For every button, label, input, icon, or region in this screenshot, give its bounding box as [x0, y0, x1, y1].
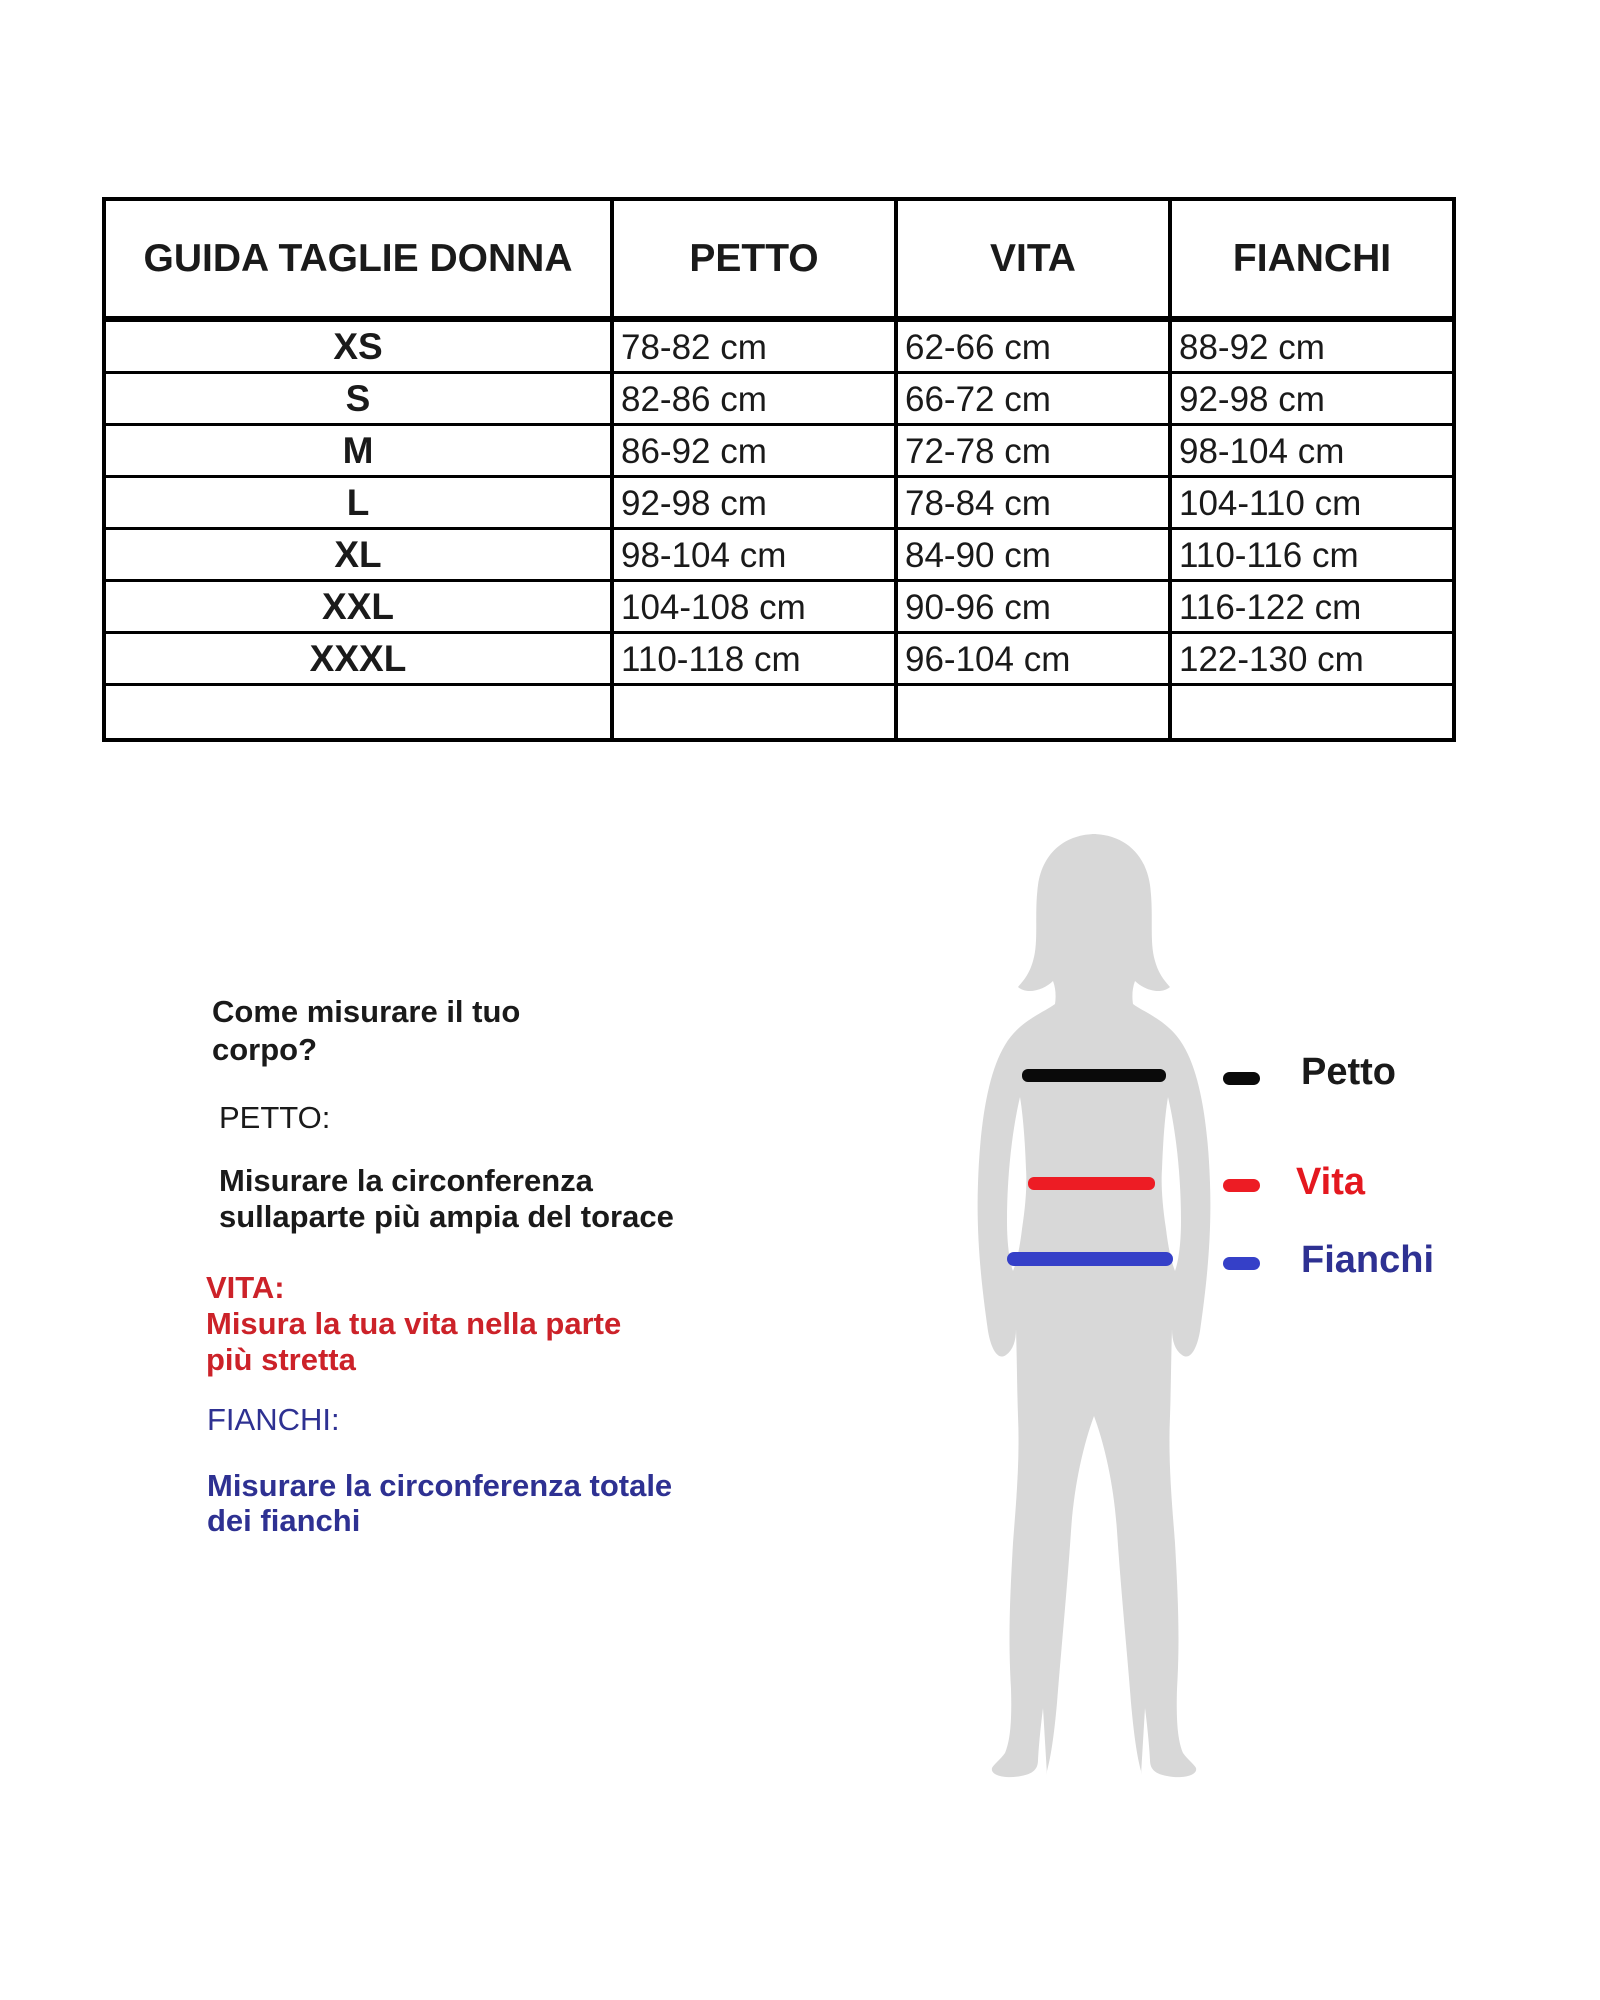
petto-instruction-text	[219, 1163, 674, 1235]
fianchi-legend-dash	[1223, 1257, 1260, 1270]
table-cell-petto: 98-104 cm	[614, 530, 898, 582]
table-cell-size	[106, 686, 614, 738]
table-cell-vita: 96-104 cm	[898, 634, 1172, 686]
table-cell-petto: 86-92 cm	[614, 426, 898, 478]
table-cell-vita: 66-72 cm	[898, 374, 1172, 426]
table-cell-fianchi	[1172, 686, 1452, 738]
table-cell-petto: 92-98 cm	[614, 478, 898, 530]
vita-instruction-line: più stretta	[206, 1342, 356, 1377]
table-cell-vita: 90-96 cm	[898, 582, 1172, 634]
table-cell-petto: 104-108 cm	[614, 582, 898, 634]
title-line: corpo?	[212, 1032, 318, 1067]
table-cell-fianchi: 92-98 cm	[1172, 374, 1452, 426]
vita-section	[206, 1270, 621, 1378]
table-cell-size: XXXL	[106, 634, 614, 686]
header-guida-taglie-donna: GUIDA TAGLIE DONNA	[106, 201, 614, 322]
chest-band-line	[1022, 1069, 1166, 1082]
fianchi-instruction-text	[207, 1468, 672, 1538]
waist-band-line	[1028, 1177, 1155, 1190]
petto-section-label: PETTO:	[219, 1100, 331, 1135]
hips-band-line	[1007, 1252, 1173, 1266]
petto-legend-label: Petto	[1301, 1051, 1396, 1093]
header-fianchi: FIANCHI	[1172, 201, 1452, 322]
table-cell-fianchi: 104-110 cm	[1172, 478, 1452, 530]
how-to-measure-title	[212, 993, 520, 1069]
table-cell-vita: 78-84 cm	[898, 478, 1172, 530]
petto-legend-dash	[1223, 1072, 1260, 1085]
female-body-silhouette	[955, 831, 1235, 1785]
petto-instruction-line: Misurare la circonferenza	[219, 1163, 593, 1198]
table-cell-fianchi: 98-104 cm	[1172, 426, 1452, 478]
fianchi-instruction-line: Misurare la circonferenza totale	[207, 1468, 673, 1503]
header-vita: VITA	[898, 201, 1172, 322]
table-cell-petto	[614, 686, 898, 738]
table-cell-fianchi: 88-92 cm	[1172, 322, 1452, 374]
table-cell-petto: 110-118 cm	[614, 634, 898, 686]
vita-instruction-line: Misura la tua vita nella parte	[206, 1306, 622, 1341]
table-cell-petto: 78-82 cm	[614, 322, 898, 374]
table-cell-size: XXL	[106, 582, 614, 634]
table-cell-size: S	[106, 374, 614, 426]
size-guide-table	[102, 197, 1456, 742]
table-cell-size: L	[106, 478, 614, 530]
petto-instruction-line: sullaparte più ampia del torace	[219, 1199, 674, 1234]
table-cell-fianchi: 116-122 cm	[1172, 582, 1452, 634]
table-cell-petto: 82-86 cm	[614, 374, 898, 426]
table-cell-vita: 62-66 cm	[898, 322, 1172, 374]
fianchi-instruction-line: dei fianchi	[207, 1503, 361, 1538]
table-cell-vita: 84-90 cm	[898, 530, 1172, 582]
fianchi-section-label: FIANCHI:	[207, 1402, 340, 1437]
header-petto: PETTO	[614, 201, 898, 322]
title-line: Come misurare il tuo	[212, 994, 521, 1029]
vita-legend-dash	[1223, 1179, 1260, 1192]
vita-section-label: VITA:	[206, 1270, 285, 1305]
table-cell-fianchi: 110-116 cm	[1172, 530, 1452, 582]
vita-legend-label: Vita	[1296, 1161, 1366, 1203]
table-cell-vita: 72-78 cm	[898, 426, 1172, 478]
table-cell-size: M	[106, 426, 614, 478]
fianchi-legend-label: Fianchi	[1301, 1239, 1435, 1281]
table-cell-size: XL	[106, 530, 614, 582]
table-cell-size: XS	[106, 322, 614, 374]
table-cell-fianchi: 122-130 cm	[1172, 634, 1452, 686]
table-cell-vita	[898, 686, 1172, 738]
